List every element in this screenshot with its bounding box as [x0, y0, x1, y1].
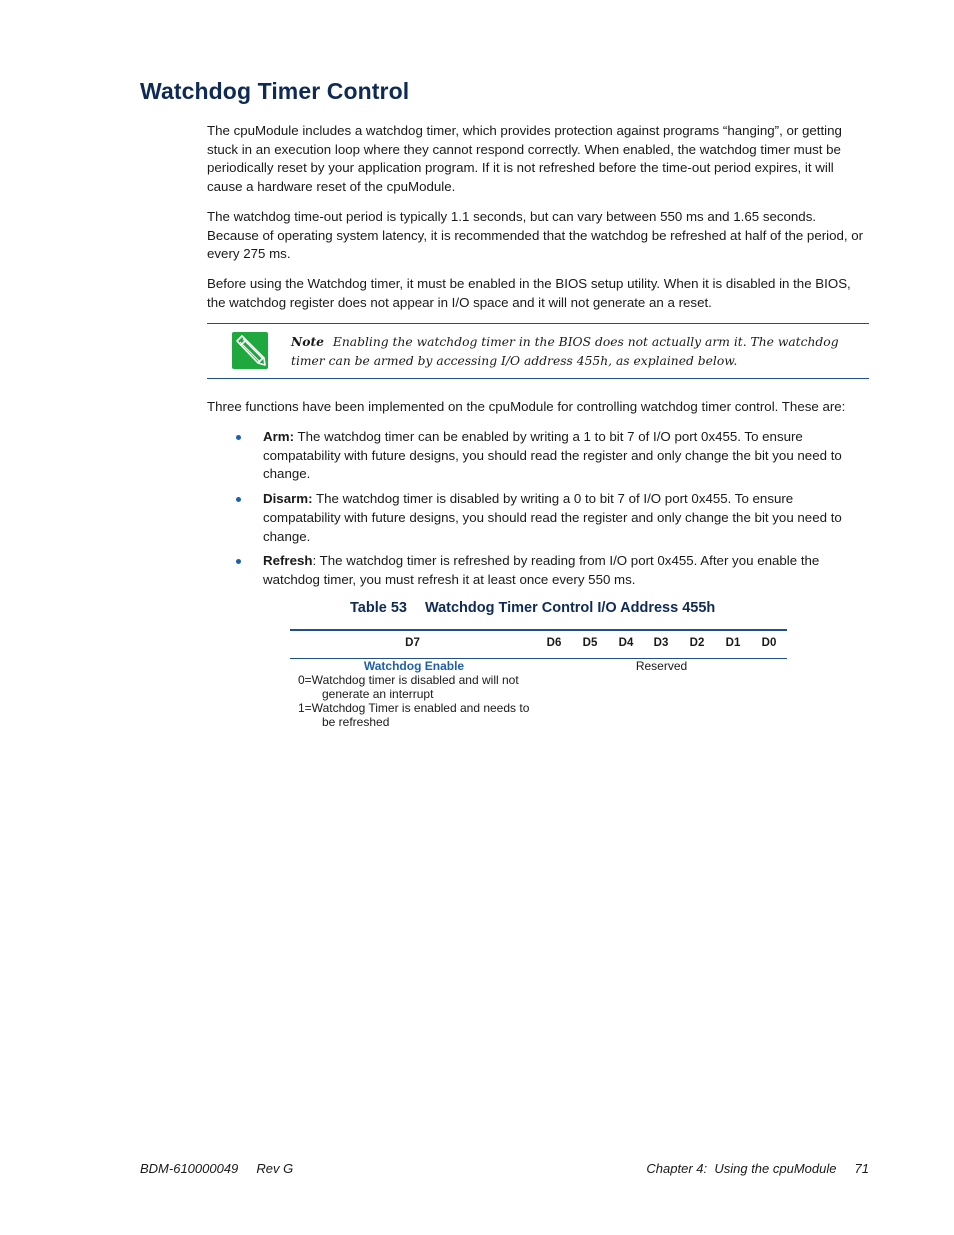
footer-chapter-page: Chapter 4: Using the cpuModule 71 [646, 1161, 869, 1176]
note-body: Enabling the watchdog timer in the BIOS does not actually arm it. The watchdog timer can be armed by accessing I/O address 455h, as explained below. [291, 335, 839, 368]
header-d2: D2 [689, 637, 705, 649]
bullet-icon [236, 497, 241, 502]
header-d3: D3 [653, 637, 669, 649]
header-d0: D0 [761, 637, 777, 649]
list-item [233, 428, 863, 484]
bullet-icon [236, 559, 241, 564]
note-text [291, 332, 866, 371]
bullet-text: : The watchdog timer is refreshed by reading from I/O port 0x455. After you enable the watchdog timer, you must refresh it at least once every 550 ms. [263, 553, 820, 587]
paragraph-bios: Before using the Watchdog timer, it must be enabled in the BIOS setup utility. When it is disabled in the BIOS, the watchdog register does not appear in I/O space and it will not generate an a reset. [207, 276, 851, 310]
paragraph-intro: The cpuModule includes a watchdog timer, which provides protection against programs “hanging”, or getting stuck in an execution loop where they cannot respond correctly. When enabled, the watchdog timer must be periodically reset by your application program. If it is not refreshed before the time-out period expires, it will cause a hardware reset of the cpuModule. [207, 123, 842, 195]
paragraph-timeout: The watchdog time-out period is typically 1.1 seconds, but can vary between 550 ms and 1.65 seconds. Because of operating system latency, it is recommended that the watchdog be refreshed at half of the period, or every 275 ms. [207, 209, 864, 262]
bullet-term: Arm: [263, 429, 295, 444]
paragraph-functions: Three functions have been implemented on the cpuModule for controlling watchdog timer control. These are: [207, 399, 846, 414]
table-cell-reserved: Reserved [635, 659, 688, 673]
bullet-text: The watchdog timer is disabled by writing a 0 to bit 7 of I/O port 0x455. To ensure compatability with future designs, you should read the register and only change the bit you need to change. [263, 491, 842, 544]
table-caption-title: Watchdog Timer Control I/O Address 455h [424, 600, 716, 616]
list-item [233, 490, 863, 546]
bullet-text: The watchdog timer can be enabled by writing a 1 to bit 7 of I/O port 0x455. To ensure compatability with future designs, you should read the register and only change the bit you need to change. [263, 429, 842, 482]
table-cell-d7 [298, 659, 530, 729]
table-caption [350, 600, 715, 616]
header-d6: D6 [546, 637, 562, 649]
function-list [233, 428, 863, 590]
bullet-icon [236, 435, 241, 440]
field-value: 1=Watchdog Timer is enabled and needs to be refreshed [298, 701, 530, 729]
note-label: Note [291, 334, 324, 349]
bullet-term: Disarm: [263, 491, 313, 507]
header-d5: D5 [582, 637, 598, 649]
header-d7: D7 [405, 637, 420, 649]
header-d4: D4 [618, 637, 634, 649]
pencil-note-icon [232, 332, 268, 369]
field-value: 0=Watchdog timer is disabled and will not generate an interrupt [298, 673, 519, 701]
field-name: Watchdog Enable [363, 659, 465, 673]
register-table-header [290, 629, 787, 659]
footer-doc-id: BDM-610000049 Rev G [140, 1161, 294, 1176]
note-box [207, 323, 869, 379]
table-caption-number: Table 53 [350, 600, 407, 616]
bullet-term: Refresh [263, 553, 313, 569]
header-d1: D1 [725, 637, 741, 649]
list-item [233, 552, 863, 589]
page-heading: Watchdog Timer Control [140, 78, 410, 104]
